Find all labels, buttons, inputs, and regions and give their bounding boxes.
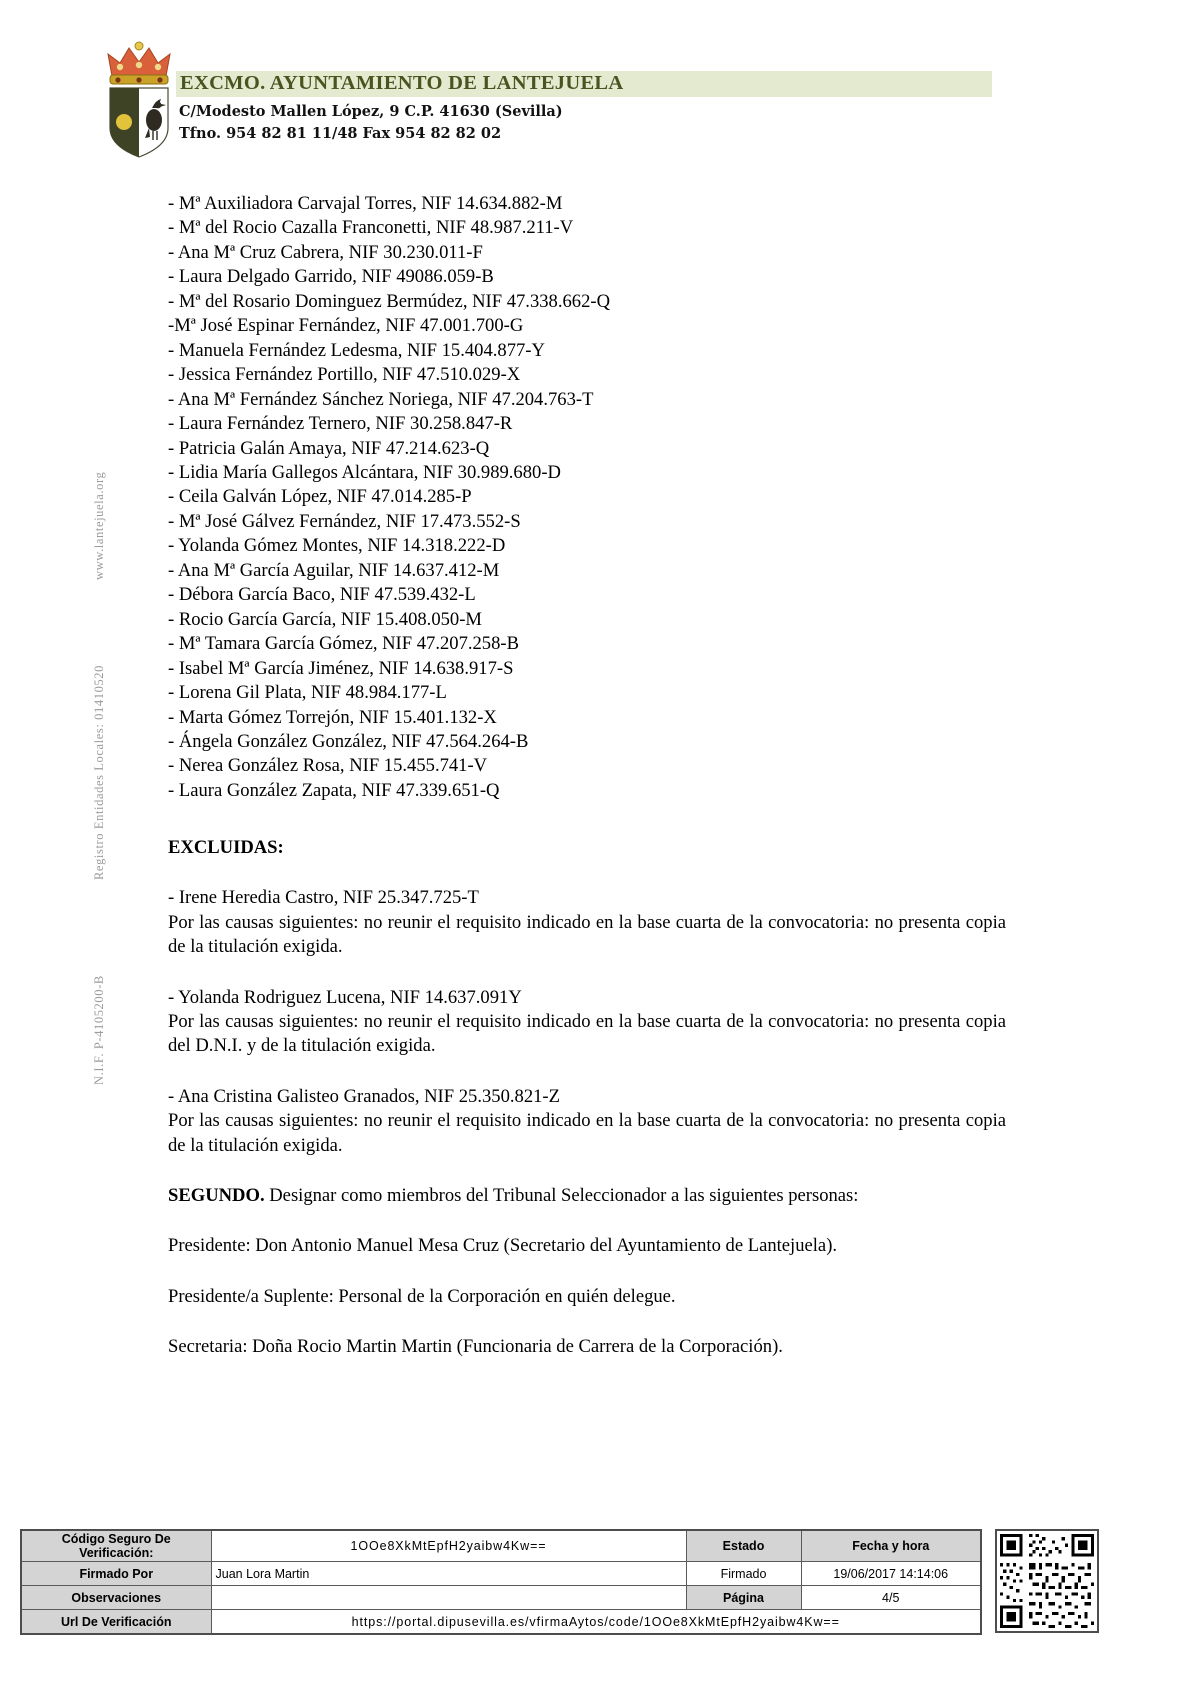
- list-item: - Isabel Mª García Jiménez, NIF 14.638.917-S: [168, 657, 514, 679]
- table-row: [21, 1562, 981, 1586]
- excluded-cause: Por las causas siguientes: no reunir el requisito indicado en la base cuarta de la convocatoria: no presenta copia del D.N.I. y de la titulación exigida.: [168, 1010, 1006, 1057]
- excluded-name: - Yolanda Rodriguez Lucena, NIF 14.637.091Y: [168, 986, 522, 1008]
- list-item: - Lorena Gil Plata, NIF 48.984.177-L: [168, 682, 447, 704]
- margin-registry-text: Registro Entidades Locales: 01410520: [92, 665, 106, 880]
- table-row: [21, 1530, 981, 1562]
- estado-label: Estado: [686, 1530, 801, 1562]
- list-item: - Ana Mª Fernández Sánchez Noriega, NIF 47.204.763-T: [168, 388, 594, 410]
- segundo-label: SEGUNDO.: [168, 1184, 265, 1206]
- list-item: - Laura Fernández Ternero, NIF 30.258.847-R: [168, 413, 513, 435]
- list-item: - Mª Auxiliadora Carvajal Torres, NIF 14.634.882-M: [168, 193, 563, 214]
- list-item: - Jessica Fernández Portillo, NIF 47.510.029-X: [168, 364, 521, 386]
- segundo-paragraph: [168, 1184, 1006, 1208]
- coat-of-arms-icon: [96, 36, 182, 160]
- estado-value: Firmado: [686, 1562, 801, 1586]
- segundo-text: Designar como miembros del Tribunal Seleccionador a las siguientes personas:: [264, 1184, 859, 1206]
- excluded-name: - Irene Heredia Castro, NIF 25.347.725-T: [168, 887, 479, 909]
- list-item: - Mª del Rocio Cazalla Franconetti, NIF 48.987.211-V: [168, 217, 574, 239]
- excluded-name: - Ana Cristina Galisteo Granados, NIF 25.350.821-Z: [168, 1085, 560, 1107]
- list-item: - Rocio García García, NIF 15.408.050-M: [168, 608, 482, 630]
- list-item: - Lidia María Gallegos Alcántara, NIF 30.989.680-D: [168, 461, 561, 483]
- excluded-section-heading: EXCLUIDAS:: [168, 837, 284, 859]
- pagina-value: 4/5: [801, 1586, 981, 1610]
- fecha-label: Fecha y hora: [801, 1530, 981, 1562]
- list-item: - Mª Tamara García Gómez, NIF 47.207.258-B: [168, 633, 519, 655]
- firmado-por-label: Firmado Por: [21, 1562, 211, 1586]
- header-phone-fax-line: Tfno. 954 82 81 11/48 Fax 954 82 82 02: [179, 125, 502, 142]
- list-item: - Ana Mª Cruz Cabrera, NIF 30.230.011-F: [168, 241, 483, 263]
- url-value[interactable]: https://portal.dipusevilla.es/vfirmaAytos/code/1OOe8XkMtEpfH2yaibw4Kw==: [211, 1610, 981, 1635]
- table-row: [21, 1586, 981, 1610]
- tribunal-presidente: Presidente: Don Antonio Manuel Mesa Cruz (Secretario del Ayuntamiento de Lantejuela).: [168, 1235, 838, 1257]
- list-item: -Mª José Espinar Fernández, NIF 47.001.700-G: [168, 315, 524, 337]
- tribunal-secretaria: Secretaria: Doña Rocio Martin Martin (Funcionaria de Carrera de la Corporación).: [168, 1336, 783, 1358]
- excluded-cause: Por las causas siguientes: no reunir el requisito indicado en la base cuarta de la convocatoria: no presenta copia de la titulación exigida.: [168, 1110, 1006, 1156]
- fecha-value: 19/06/2017 14:14:06: [801, 1562, 981, 1586]
- table-row: [21, 1610, 981, 1635]
- admitted-names-list: [168, 192, 1006, 803]
- list-item: - Débora García Baco, NIF 47.539.432-L: [168, 584, 476, 606]
- list-item: - Ceila Galván López, NIF 47.014.285-P: [168, 486, 472, 508]
- document-body: [168, 192, 1006, 1360]
- csv-value: 1OOe8XkMtEpfH2yaibw4Kw==: [211, 1530, 686, 1562]
- tribunal-presidente-suplente: Presidente/a Suplente: Personal de la Corporación en quién delegue.: [168, 1285, 676, 1307]
- observaciones-label: Observaciones: [21, 1586, 211, 1610]
- verification-table: [20, 1529, 982, 1635]
- page-title: EXCMO. AYUNTAMIENTO DE LANTEJUELA: [180, 72, 624, 94]
- qr-code-icon[interactable]: [995, 1529, 1099, 1633]
- document-header: [0, 0, 1190, 170]
- header-address-line-1: C/Modesto Mallen López, 9 C.P. 41630 (Sevilla): [179, 103, 563, 120]
- excluded-cause: Por las causas siguientes: no reunir el requisito indicado en la base cuarta de la convocatoria: no presenta copia de la titulación exigida.: [168, 911, 1006, 958]
- list-item: - Marta Gómez Torrejón, NIF 15.401.132-X: [168, 706, 497, 728]
- csv-label: Código Seguro De Verificación:: [21, 1530, 211, 1562]
- excluded-entry: [168, 986, 1006, 1059]
- url-label: Url De Verificación: [21, 1610, 211, 1635]
- list-item: - Ana Mª García Aguilar, NIF 14.637.412-M: [168, 559, 500, 581]
- list-item: - Ángela González González, NIF 47.564.264-B: [168, 730, 529, 752]
- firmado-por-value: Juan Lora Martin: [211, 1562, 686, 1586]
- list-item: - Patricia Galán Amaya, NIF 47.214.623-Q: [168, 437, 490, 459]
- list-item: - Yolanda Gómez Montes, NIF 14.318.222-D: [168, 535, 506, 557]
- list-item: - Manuela Fernández Ledesma, NIF 15.404.877-Y: [168, 339, 545, 361]
- list-item: - Laura González Zapata, NIF 47.339.651-Q: [168, 779, 500, 801]
- excluded-entry: [168, 1085, 1006, 1158]
- observaciones-value: [211, 1586, 686, 1610]
- list-item: - Mª José Gálvez Fernández, NIF 17.473.552-S: [168, 510, 521, 532]
- excluded-entry: [168, 886, 1006, 959]
- margin-nif-text: N.I.F. P-4105200-B: [92, 975, 106, 1085]
- pagina-label: Página: [686, 1586, 801, 1610]
- list-item: - Laura Delgado Garrido, NIF 49086.059-B: [168, 266, 494, 288]
- margin-website-text: www.lantejuela.org: [92, 471, 106, 580]
- list-item: - Mª del Rosario Dominguez Bermúdez, NIF 47.338.662-Q: [168, 290, 611, 312]
- list-item: - Nerea González Rosa, NIF 15.455.741-V: [168, 755, 488, 777]
